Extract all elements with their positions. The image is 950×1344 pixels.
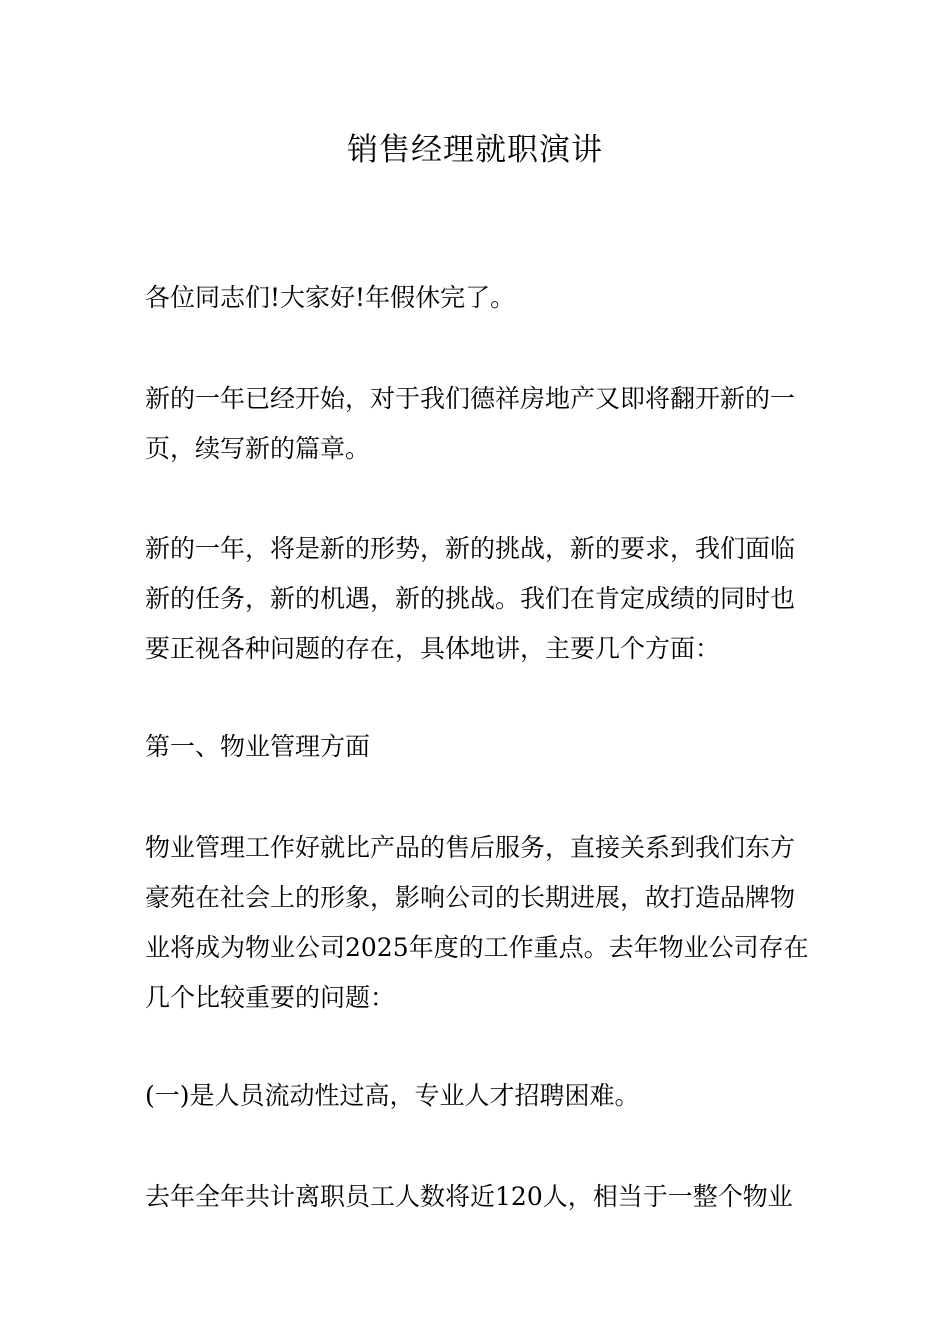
paragraph-challenges: 新的一年，将是新的形势，新的挑战，新的要求，我们面临新的任务，新的机遇，新的挑战。我们在肯定成绩的同时也要正视各种问题的存在，具体地讲，主要几个方面：: [145, 534, 796, 663]
paragraph-staff-turnover: 去年全年共计离职员工人数将近120人，相当于一整个物业: [145, 1182, 793, 1211]
document-title: 销售经理就职演讲: [347, 132, 603, 168]
section-heading-property-management: 第一、物业管理方面: [145, 732, 371, 761]
paragraph-property-management: 物业管理工作好就比产品的售后服务，直接关系到我们东方豪苑在社会上的形象，影响公司的长期进展，故打造品牌物业将成为物业公司2025年度的工作重点。去年物业公司存在几个比较重要的问题：: [145, 833, 809, 1012]
subheading-staff-turnover: (一)是人员流动性过高，专业人才招聘困难。: [145, 1081, 640, 1110]
paragraph-new-year: 新的一年已经开始，对于我们德祥房地产又即将翻开新的一页，续写新的篇章。: [145, 384, 796, 463]
paragraph-greeting: 各位同志们!大家好!年假休完了。: [145, 283, 516, 312]
